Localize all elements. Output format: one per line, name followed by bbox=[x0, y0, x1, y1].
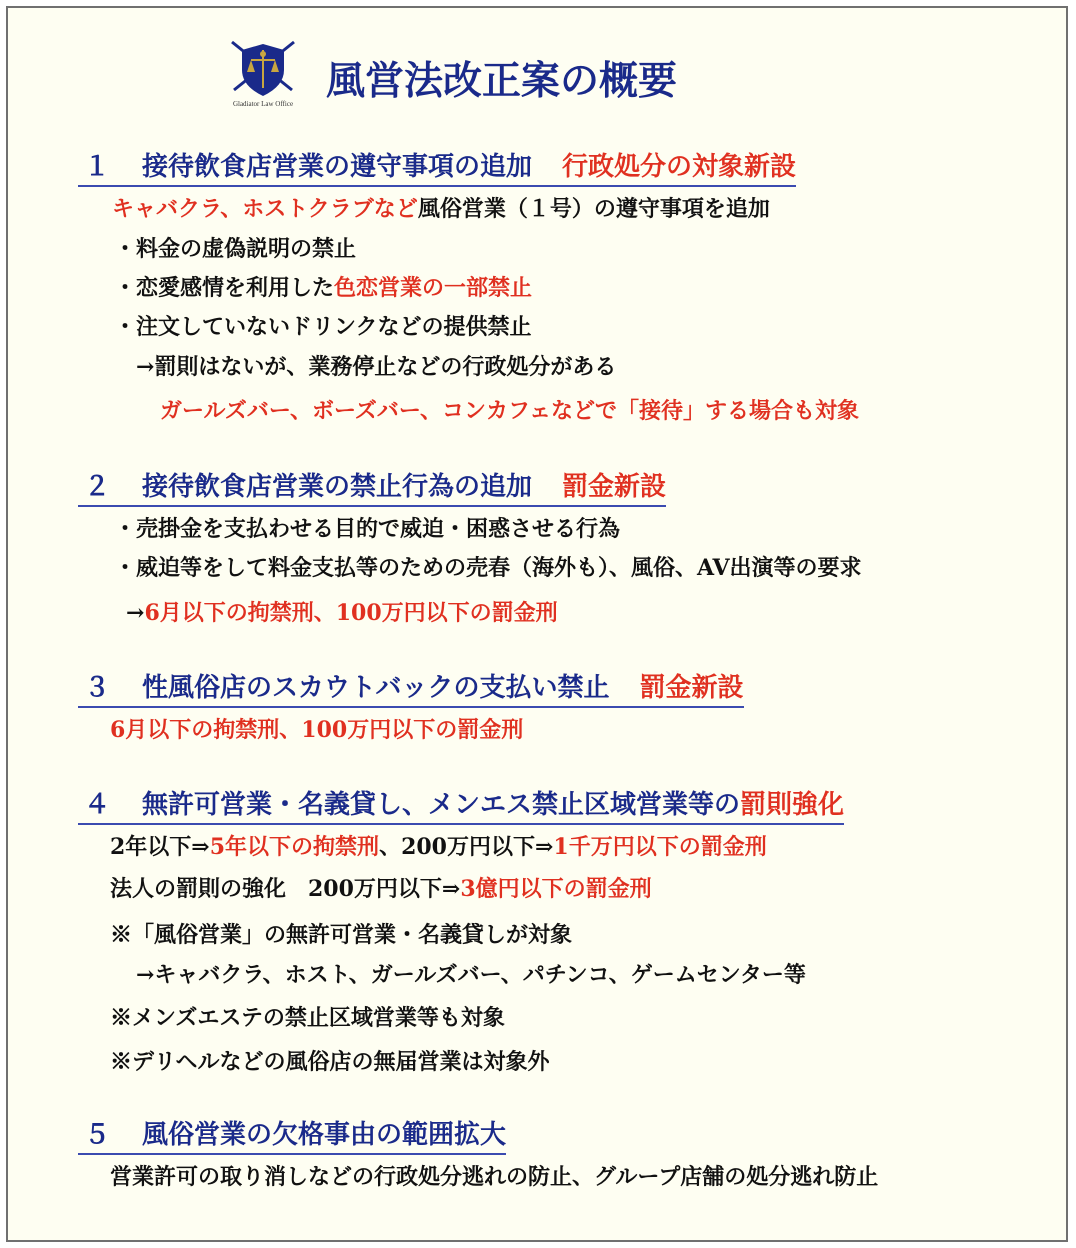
section-title: 性風俗店のスカウトバックの支払い禁止 bbox=[142, 673, 610, 703]
slide bbox=[6, 6, 1068, 1242]
line-text-highlight: ガールズバー、ボーズバー、コンカフェなどで「接待」する場合も対象 bbox=[160, 398, 859, 424]
section-1-line bbox=[136, 352, 616, 382]
shield-icon bbox=[226, 38, 300, 100]
line-text-highlight: 3億円以下の罰金刑 bbox=[460, 876, 652, 902]
line-text: 営業許可の取り消しなどの行政処分逃れの防止、グループ店舗の処分逃れ防止 bbox=[110, 1164, 879, 1190]
line-text: ・注文していないドリンクなどの提供禁止 bbox=[114, 314, 532, 340]
line-text-highlight: 6月以下の拘禁刑、100万円以下の罰金刑 bbox=[144, 600, 558, 626]
section-1-line bbox=[160, 396, 859, 426]
law-office-logo bbox=[226, 38, 300, 114]
line-text-highlight: 5年以下の拘禁刑 bbox=[209, 834, 380, 860]
line-text: →罰則はないが、業務停止などの行政処分がある bbox=[136, 354, 617, 380]
section-5-line bbox=[110, 1162, 878, 1192]
section-number: ５ bbox=[84, 1120, 111, 1150]
line-text: 2年以下⇒ bbox=[110, 834, 210, 860]
section-number: １ bbox=[84, 152, 111, 182]
section-tag: 罰金新設 bbox=[562, 472, 667, 502]
line-text-highlight: 1千万円以下の罰金刑 bbox=[553, 834, 767, 860]
line-text: ・売掛金を支払わせる目的で威迫・困惑させる行為 bbox=[114, 516, 621, 542]
section-4-line bbox=[110, 1047, 550, 1077]
line-text: 法人の罰則の強化 200万円以下⇒ bbox=[110, 876, 461, 902]
section-1-line bbox=[114, 273, 532, 303]
line-text: ※メンズエステの禁止区域営業等も対象 bbox=[110, 1005, 505, 1031]
line-text: → bbox=[126, 600, 145, 626]
section-4-line bbox=[110, 920, 572, 950]
section-1-line bbox=[114, 234, 356, 264]
section-title: 無許可営業・名義貸し、メンエス禁止区域営業等の bbox=[142, 790, 741, 820]
section-2-line bbox=[126, 598, 558, 628]
section-2-line bbox=[114, 514, 620, 544]
section-2-line bbox=[114, 553, 862, 583]
line-text: 風俗営業（１号）の遵守事項を追加 bbox=[417, 196, 770, 222]
section-3-line bbox=[110, 715, 523, 745]
section-4-line bbox=[136, 960, 806, 990]
line-text: 、200万円以下⇒ bbox=[379, 834, 554, 860]
section-tag: 罰則強化 bbox=[740, 790, 845, 820]
logo-text: Gladiator Law Office bbox=[232, 100, 294, 108]
section-tag: 罰金新設 bbox=[639, 673, 744, 703]
section-number: ４ bbox=[84, 790, 111, 820]
line-text: ※デリヘルなどの風俗店の無届営業は対象外 bbox=[110, 1049, 550, 1075]
line-text-highlight: 6月以下の拘禁刑、100万円以下の罰金刑 bbox=[110, 717, 524, 743]
section-1-heading bbox=[78, 150, 796, 187]
section-number: ３ bbox=[84, 673, 111, 703]
section-4-heading bbox=[78, 788, 844, 825]
line-text: ・料金の虚偽説明の禁止 bbox=[114, 236, 357, 262]
line-text-highlight: キャバクラ、ホストクラブなど bbox=[112, 196, 418, 222]
section-title: 接待飲食店営業の禁止行為の追加 bbox=[142, 472, 533, 502]
section-4-line bbox=[110, 1003, 505, 1033]
page-title: 風営法改正案の概要 bbox=[326, 59, 678, 104]
line-text: ・恋愛感情を利用した bbox=[114, 275, 335, 301]
line-text: →キャバクラ、ホスト、ガールズバー、パチンコ、ゲームセンター等 bbox=[136, 962, 806, 988]
line-text-highlight: 色恋営業の一部禁止 bbox=[334, 275, 533, 301]
section-3-heading bbox=[78, 671, 744, 708]
section-4-line bbox=[110, 832, 767, 862]
section-title: 風俗営業の欠格事由の範囲拡大 bbox=[142, 1120, 507, 1150]
section-number: ２ bbox=[84, 472, 111, 502]
section-4-line bbox=[110, 874, 652, 904]
section-2-heading bbox=[78, 470, 666, 507]
section-5-heading bbox=[78, 1118, 506, 1155]
line-text: ・威迫等をして料金支払等のための売春（海外も）、風俗、AV出演等の要求 bbox=[114, 555, 862, 581]
line-text: ※「風俗営業」の無許可営業・名義貸しが対象 bbox=[110, 922, 573, 948]
section-1-line bbox=[114, 312, 532, 342]
section-tag: 行政処分の対象新設 bbox=[562, 152, 797, 182]
section-1-line bbox=[112, 194, 770, 224]
section-title: 接待飲食店営業の遵守事項の追加 bbox=[142, 152, 533, 182]
